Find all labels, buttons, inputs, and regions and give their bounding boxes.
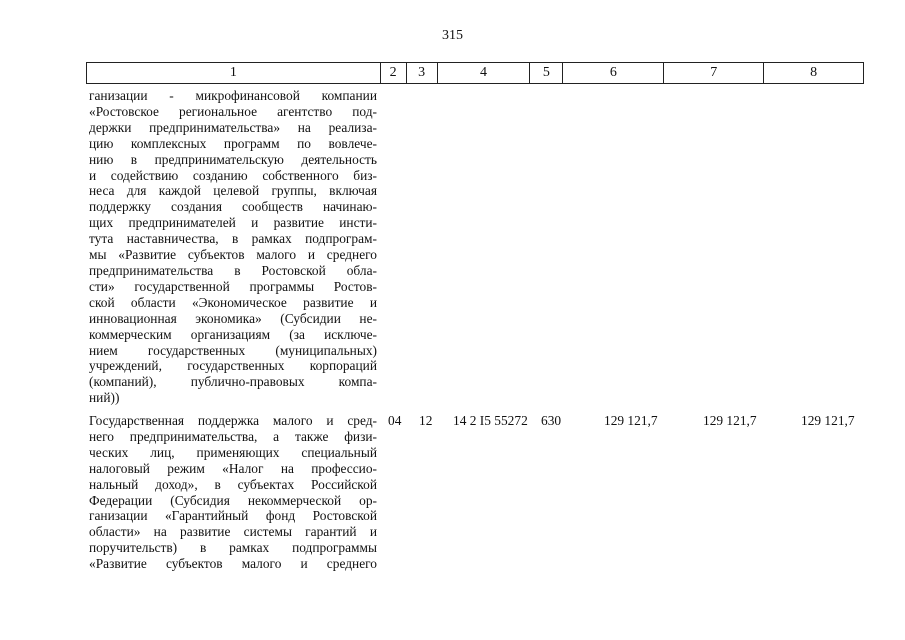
row1-line: коммерческим организациям (за исключе- [89,326,377,342]
header-col-5: 5 [530,63,563,83]
row2-line: поручительств) в рамках подпрограммы [89,540,377,556]
row1-line: нием государственных (муниципальных) [89,342,377,358]
row1-line: (компаний), публично-правовых компа- [89,374,377,390]
row2-target-article: 14 2 I5 55272 [453,413,528,428]
header-col-4: 4 [438,63,531,83]
row2-subsection-code: 12 [419,413,433,428]
row2-line: области» на развитие системы гарантий и [89,524,377,540]
row1-line: щих предпринимателей и развитие инсти- [89,215,377,231]
row2-amount-col6: 129 121,7 [604,413,658,428]
row1-line: мы «Развитие субъектов малого и среднего [89,247,377,263]
row1-line: учреждений, государственных корпораций [89,358,377,374]
row2-expense-type: 630 [541,413,562,428]
row2-line: «Развитие субъектов малого и среднего [89,556,377,572]
row2-line: Федерации (Субсидия некоммерческой ор- [89,492,377,508]
header-col-1: 1 [87,63,381,83]
row1-line: держки предпринимательства» на реализа- [89,119,377,135]
row1-line: «Ростовское региональное агентство под- [89,103,377,119]
row2-line: ческих лиц, применяющих специальный [89,444,377,460]
header-col-8: 8 [764,63,864,83]
header-col-7: 7 [664,63,764,83]
row1-line: сти» государственной программы Ростов- [89,278,377,294]
table-header-row [86,62,864,84]
row1-line: и содействию созданию собственного биз- [89,167,377,183]
row1-line: поддержку создания сообществ начинаю- [89,199,377,215]
row1-description [89,88,377,406]
row2-line: налоговый режим «Налог на профессио- [89,460,377,476]
row1-line: цию комплексных программ по вовлече- [89,135,377,151]
row2-line: ганизации «Гарантийный фонд Ростовской [89,508,377,524]
row2-line: нальный доход», в субъектах Российской [89,476,377,492]
row1-line: инновационная экономика» (Субсидии не- [89,310,377,326]
row2-line: Государственная поддержка малого и сред- [89,413,377,428]
row1-line: нию в предпринимательскую деятельность [89,151,377,167]
header-col-2: 2 [381,63,407,83]
row2-amount-col8: 129 121,7 [801,413,855,428]
row1-line: ганизации - микрофинансовой компании [89,88,377,103]
header-col-6: 6 [563,63,664,83]
row1-line: неса для каждой целевой группы, включая [89,183,377,199]
row2-amount-col7: 129 121,7 [703,413,757,428]
page-number: 315 [442,28,463,43]
row2-line: него предпринимательства, а также физи- [89,428,377,444]
row1-line: ний)) [89,390,120,406]
row2-description [89,413,377,572]
row1-line: ской области «Экономическое развитие и [89,294,377,310]
row1-line: тута наставничества, в рамках подпрограм- [89,231,377,247]
row2-section-code: 04 [388,413,402,428]
header-col-3: 3 [407,63,438,83]
row1-line: предпринимательства в Ростовской обла- [89,262,377,278]
